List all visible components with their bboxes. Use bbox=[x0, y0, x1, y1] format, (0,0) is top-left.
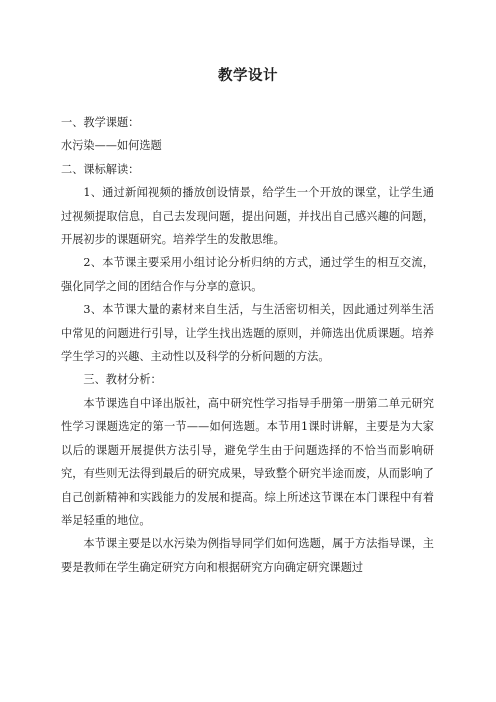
lesson-overview-paragraph: 本节课主要是以水污染为例指导同学们如何选题，属于方法指导课，主要是教师在学生确定研究方向和根据研究方向确定研究课题过 bbox=[61, 537, 434, 574]
section-heading-standards: 二、课标解读： bbox=[61, 162, 140, 176]
topic-text: 水污染——如何选题 bbox=[61, 139, 162, 153]
textbook-analysis-paragraph: 本节课选自中译出版社，高中研究性学习指导手册第一册第二单元研究性学习课题选定的第一节——如何选题。本节用1课时讲解，主要是为大家以后的课题开展提供方法引导，避免学生由于问题选择的不恰当而影响研究，有些则无法得到最后的研究成果，导致整个研究半途而废，从而影响了自己创新精神和实践能力的发展和提高。综上所述这节课在本门课程中有着举足轻重的地位。 bbox=[61, 396, 434, 527]
standards-item-3: 3、本节课大量的素材来自生活，与生活密切相关，因此通过列举生活中常见的问题进行引导，让学生找出选题的原则，并筛选出优质课题。培养学生学习的兴趣、主动性以及科学的分析问题的方法。 bbox=[61, 303, 434, 364]
section-heading-textbook: 三、教材分析： bbox=[83, 373, 162, 387]
standards-item-1: 1、通过新闻视频的播放创设情景，给学生一个开放的课堂，让学生通过视频提取信息，自己去发现问题，提出问题，并找出自己感兴趣的问题，开展初步的课题研究。培养学生的发散思维。 bbox=[61, 186, 434, 247]
standards-item-2: 2、本节课主要采用小组讨论分析归纳的方式，通过学生的相互交流，强化同学之间的团结合作与分享的意识。 bbox=[61, 256, 434, 293]
document-body bbox=[61, 111, 434, 579]
section-heading-topic: 一、教学课题： bbox=[61, 116, 140, 129]
document-title: 教学设计 bbox=[218, 68, 278, 84]
